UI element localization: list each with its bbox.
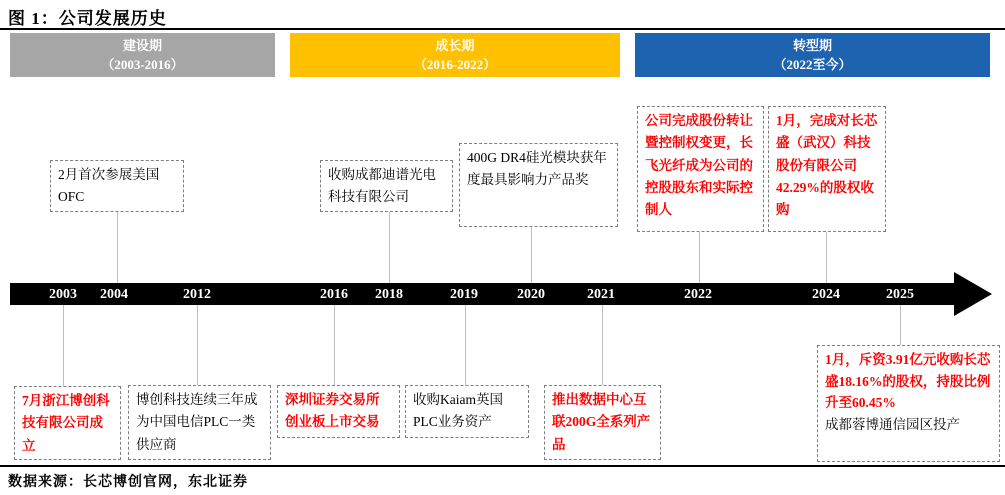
event-box-2024 bbox=[768, 106, 886, 232]
connector-line-2025 bbox=[900, 305, 901, 345]
data-source: 数据来源：长芯博创官网，东北证券 bbox=[8, 475, 248, 490]
event-box-2004 bbox=[50, 160, 184, 212]
connector-line-2024 bbox=[826, 232, 827, 283]
year-label-2022: 2022 bbox=[684, 287, 712, 302]
event-text: 1月，完成对长芯盛（武汉）科技股份有限公司42.29%的股权收购 bbox=[776, 113, 878, 218]
figure-title: 图 1：公司发展历史 bbox=[8, 9, 167, 28]
source-divider bbox=[0, 465, 1005, 467]
event-box-2012 bbox=[128, 385, 271, 460]
connector-line-2012 bbox=[197, 305, 198, 385]
connector-line-2019 bbox=[465, 305, 466, 385]
event-text-emphasis: 1月，斥资3.91亿元收购长芯盛18.16%的股权，持股比例升至60.45% bbox=[825, 352, 991, 411]
year-label-2012: 2012 bbox=[183, 287, 211, 302]
phase-label: 成长期 bbox=[435, 38, 475, 53]
event-text: 成都蓉博通信园区投产 bbox=[825, 416, 960, 432]
phase-bar-growth bbox=[290, 33, 620, 77]
event-text: 深圳证券交易所创业板上市交易 bbox=[285, 392, 380, 430]
event-text: 收购Kaiam英国PLC业务资产 bbox=[413, 392, 503, 430]
phase-range: （2003-2016） bbox=[101, 57, 184, 72]
year-label-2021: 2021 bbox=[587, 287, 615, 302]
phase-range: （2022至今） bbox=[773, 57, 852, 72]
event-box-2025 bbox=[817, 345, 1000, 462]
year-label-2016: 2016 bbox=[320, 287, 348, 302]
event-box-2019 bbox=[405, 385, 529, 438]
connector-line-2003 bbox=[63, 305, 64, 386]
event-box-2020 bbox=[459, 143, 618, 227]
event-text: 公司完成股份转让暨控制权变更，长飞光纤成为公司的控股股东和实际控制人 bbox=[645, 113, 753, 218]
event-box-2003 bbox=[14, 386, 121, 460]
year-label-2025: 2025 bbox=[886, 287, 914, 302]
connector-line-2004 bbox=[117, 212, 118, 283]
event-text: 博创科技连续三年成为中国电信PLC一类供应商 bbox=[136, 392, 258, 452]
year-label-2004: 2004 bbox=[100, 287, 128, 302]
event-text: 400G DR4硅光模块获年度最具影响力产品奖 bbox=[467, 150, 607, 188]
event-text: 2月首次参展美国OFC bbox=[58, 167, 160, 205]
year-label-2024: 2024 bbox=[812, 287, 840, 302]
event-text: 推出数据中心互联200G全系列产品 bbox=[552, 392, 651, 452]
connector-line-2022 bbox=[699, 232, 700, 283]
connector-line-2018 bbox=[389, 212, 390, 283]
year-label-2018: 2018 bbox=[375, 287, 403, 302]
phase-label: 建设期 bbox=[122, 38, 162, 53]
year-label-2019: 2019 bbox=[450, 287, 478, 302]
connector-line-2020 bbox=[531, 227, 532, 283]
event-text: 7月浙江博创科技有限公司成立 bbox=[22, 393, 110, 453]
phase-range: （2016-2022） bbox=[413, 57, 497, 72]
event-box-2022 bbox=[637, 106, 764, 232]
event-text: 收购成都迪谱光电科技有限公司 bbox=[328, 167, 436, 205]
event-box-2021 bbox=[544, 385, 661, 460]
phase-label: 转型期 bbox=[792, 38, 832, 53]
timeline-arrow-icon bbox=[954, 272, 992, 316]
event-box-2016 bbox=[277, 385, 400, 438]
event-box-2018 bbox=[320, 160, 453, 212]
phase-bar-construction bbox=[10, 33, 275, 77]
year-label-2020: 2020 bbox=[517, 287, 545, 302]
year-label-2003: 2003 bbox=[49, 287, 77, 302]
connector-line-2016 bbox=[334, 305, 335, 385]
connector-line-2021 bbox=[602, 305, 603, 385]
title-divider bbox=[0, 28, 1005, 30]
phase-bar-transformation bbox=[635, 33, 990, 77]
